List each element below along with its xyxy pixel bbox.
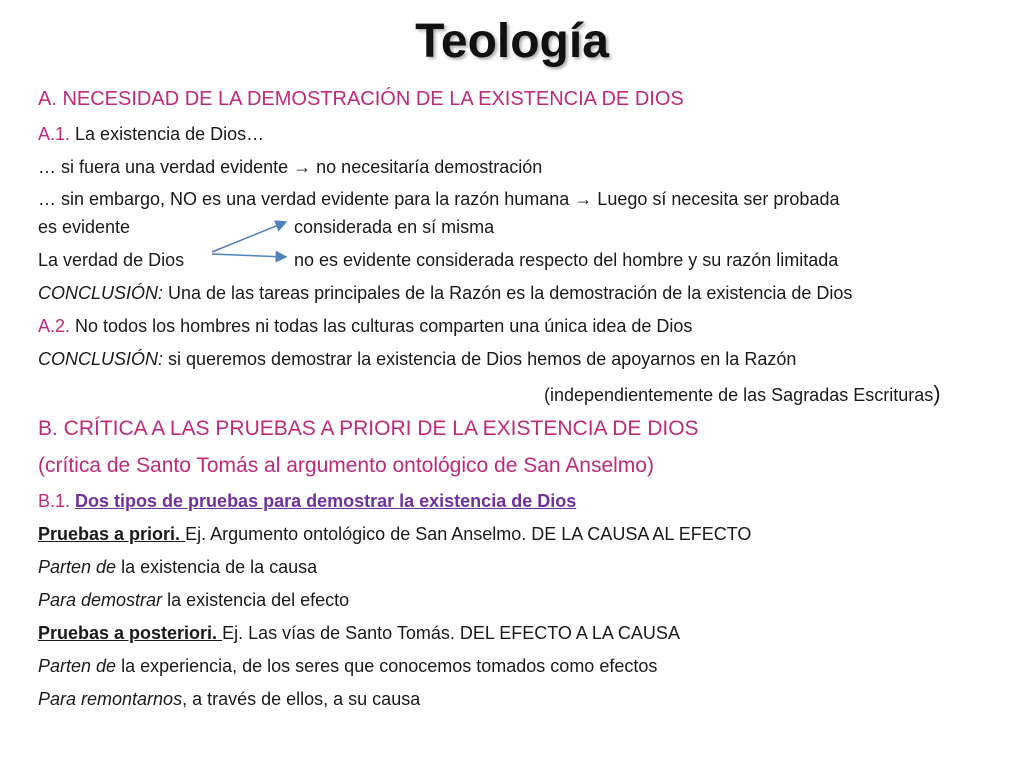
arrow-right — [212, 254, 286, 257]
apriori-item-2 — [38, 589, 349, 611]
aposteriori-item-1 — [38, 655, 657, 677]
apriori-item-1-italic: Parten de — [38, 557, 117, 577]
apriori-label: Pruebas a priori. — [38, 524, 186, 544]
evident-line: … si fuera una verdad evidente → no necesitaría demostración — [38, 157, 543, 177]
conclusion-1 — [38, 282, 852, 304]
conclusion-2-close: ) — [933, 381, 941, 406]
aposteriori-line — [38, 622, 680, 644]
section-b-subheading: (crítica de Santo Tomás al argumento ontológico de San Anselmo) — [38, 454, 654, 477]
a2-text: No todos los hombres ni todas las culturas comparten una única idea de Dios — [70, 316, 693, 336]
not-evident-line: … sin embargo, NO es una verdad evidente para la razón humana → Luego sí necesita ser probada — [38, 189, 840, 209]
diagram-left-bottom: La verdad de Dios — [38, 250, 185, 270]
section-b-heading: B. CRÍTICA A LAS PRUEBAS A PRIORI DE LA EXISTENCIA DE DIOS — [38, 417, 699, 440]
slide-title: Teología — [415, 15, 609, 68]
diagram-right-top: considerada en sí misma — [294, 217, 495, 237]
apriori-item-1 — [38, 556, 317, 578]
aposteriori-text: Ej. Las vías de Santo Tomás. DEL EFECTO A LA CAUSA — [222, 623, 680, 643]
aposteriori-label: Pruebas a posteriori. — [38, 623, 223, 643]
aposteriori-item-1-text: la experiencia, de los seres que conocemos tomados como efectos — [116, 656, 658, 676]
apriori-item-2-text: la existencia del efecto — [162, 590, 350, 610]
conclusion-2 — [38, 348, 796, 370]
apriori-text: Ej. Argumento ontológico de San Anselmo. DE LA CAUSA AL EFECTO — [185, 524, 752, 544]
aposteriori-item-2 — [38, 688, 420, 710]
apriori-item-1-text: la existencia de la causa — [116, 557, 318, 577]
a2-label: A.2. — [38, 316, 71, 336]
a2-line — [38, 315, 692, 337]
b1-line — [38, 490, 576, 512]
diagram-left-top: es evidente — [38, 217, 131, 237]
conclusion-1-text: Una de las tareas principales de la Razón es la demostración de la existencia de Dios — [163, 283, 853, 303]
section-a-heading: A. NECESIDAD DE LA DEMOSTRACIÓN DE LA EXISTENCIA DE DIOS — [38, 88, 684, 110]
aposteriori-item-2-text: , a través de ellos, a su causa — [182, 689, 421, 709]
conclusion-2-label: CONCLUSIÓN: — [38, 349, 164, 369]
conclusion-2-cont: (independientemente de las Sagradas Escrituras — [544, 385, 934, 405]
aposteriori-item-1-italic: Parten de — [38, 656, 117, 676]
b1-label: B.1. — [38, 491, 71, 511]
conclusion-2-text: si queremos demostrar la existencia de Dios hemos de apoyarnos en la Razón — [163, 349, 797, 369]
apriori-line — [38, 523, 751, 545]
diagram-right-bottom: no es evidente considerada respecto del hombre y su razón limitada — [294, 250, 839, 270]
aposteriori-item-2-italic: Para remontarnos — [38, 689, 183, 709]
a1-text: La existencia de Dios… — [70, 124, 265, 144]
a1-label: A.1. — [38, 124, 71, 144]
conclusion-2-continuation — [544, 383, 941, 406]
b1-link[interactable]: Dos tipos de pruebas para demostrar la existencia de Dios — [75, 491, 577, 511]
arrow-up — [212, 222, 286, 252]
conclusion-1-label: CONCLUSIÓN: — [38, 283, 164, 303]
apriori-item-2-italic: Para demostrar — [38, 590, 163, 610]
